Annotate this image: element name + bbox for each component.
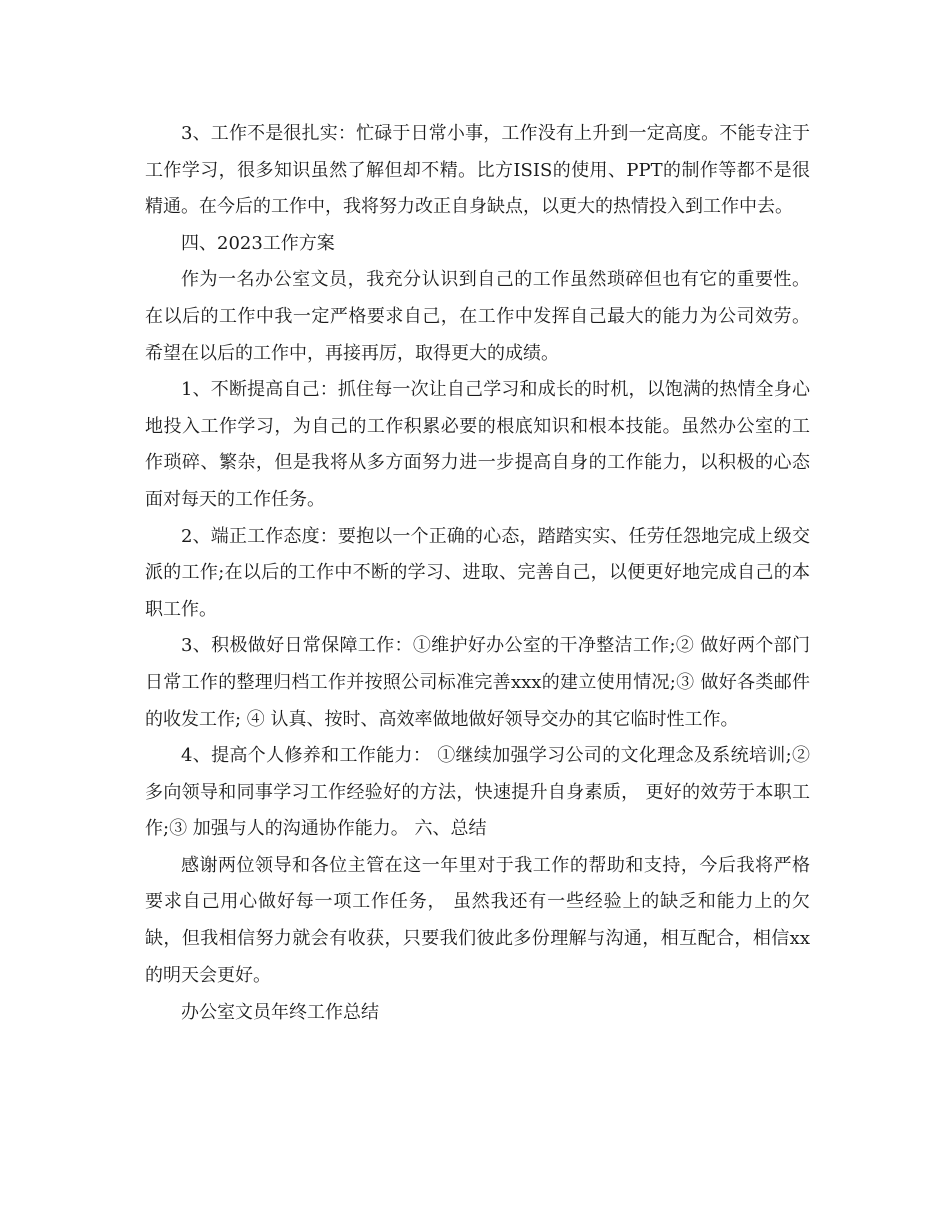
document-title-footer: 办公室文员年终工作总结 [181,1002,379,1024]
paragraph-thanks: 感谢两位领导和各位主管在这一年里对于我工作的帮助和支持，今后我将严格要求自己用心做好每一项工作任务， 虽然我还有一些经验上的缺乏和能力上的欠缺，但我相信努力就会有收获，只要我们彼此多份理解与沟通，相互配合，相信xx的明天会更好。 [145,854,810,986]
paragraph-daily-support: 3、积极做好日常保障工作：①维护好办公室的干净整洁工作;② 做好两个部门日常工作的整理归档工作并按照公司标准完善xxx的建立使用情况;③ 做好各类邮件的收发工作; ④ 认真、按时、高效率做地做好领导交办的其它临时性工作。 [145,635,810,730]
paragraph-work-not-solid: 3、工作不是很扎实：忙碌于日常小事，工作没有上升到一定高度。不能专注于工作学习，很多知识虽然了解但却不精。比方ISIS的使用、PPT的制作等都不是很精通。在今后的工作中，我将努力改正自身缺点，以更大的热情投入到工作中去。 [145,123,810,218]
document-body [145,116,810,1032]
paragraph-personal-cultivation: 4、提高个人修养和工作能力： ①继续加强学习公司的文化理念及系统培训;② 多向领导和同事学习工作经验好的方法，快速提升自身素质， 更好的效劳于本职工作;③ 加强与人的沟通协作能力。 六、总结 [145,745,810,840]
section-heading-2023-plan: 四、2023工作方案 [181,232,335,254]
paragraph-work-attitude: 2、端正工作态度：要抱以一个正确的心态，踏踏实实、任劳任怨地完成上级交派的工作;在以后的工作中不断的学习、进取、完善自己，以便更好地完成自己的本职工作。 [145,525,810,620]
paragraph-intro-plan: 作为一名办公室文员，我充分认识到自己的工作虽然琐碎但也有它的重要性。在以后的工作中我一定严格要求自己，在工作中发挥自己最大的能力为公司效劳。希望在以后的工作中，再接再厉，取得更大的成绩。 [145,269,810,364]
paragraph-improve-self: 1、不断提高自己：抓住每一次让自己学习和成长的时机，以饱满的热情全身心地投入工作学习，为自己的工作积累必要的根底知识和根本技能。虽然办公室的工作琐碎、繁杂，但是我将从多方面努力进一步提高自身的工作能力，以积极的心态面对每天的工作任务。 [145,379,810,510]
